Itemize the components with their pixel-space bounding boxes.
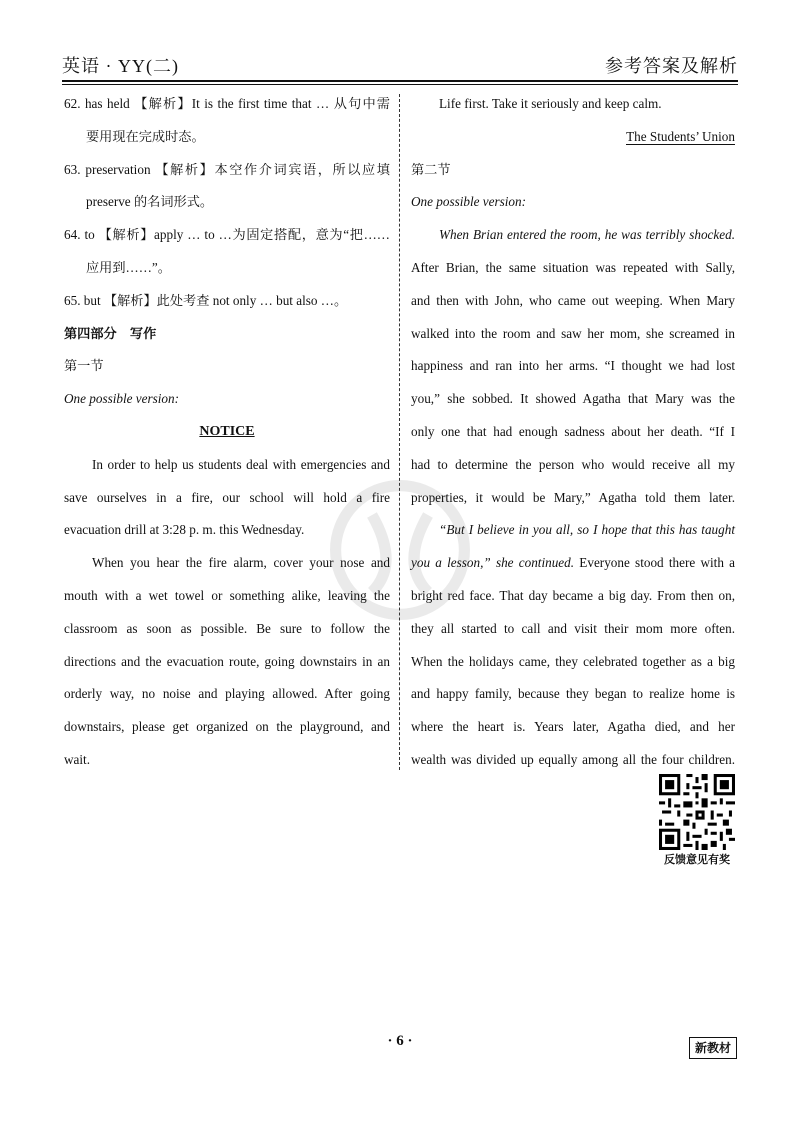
section-title-2: 第二节	[411, 161, 451, 177]
answer-62-line1: 62. has held 【解析】It is the first time that … 从句中需	[64, 96, 390, 111]
notice-line: classroom as soon as possible. Be sure to follow the	[64, 620, 390, 636]
notice-line: orderly way, no noise and playing allowed. After going	[64, 686, 390, 702]
story-line: walked into the room and saw her mom, she screamed in	[411, 325, 735, 341]
column-divider	[399, 94, 400, 770]
story-line	[411, 547, 735, 580]
answer-64-line1: 64. to 【解析】apply … to …为固定搭配，意为“把……	[64, 227, 390, 243]
story-line: bright red face. That day became a big day. From then on,	[411, 587, 735, 603]
notice-closing-line: Life first. Take it seriously and keep calm.	[439, 96, 662, 111]
notice-line: mouth with a wet towel or something alike, leaving the	[64, 587, 390, 603]
notice-line: wait.	[64, 751, 91, 767]
notice-signature	[411, 121, 735, 154]
story-line: only one that had enough sadness about her death. “If I	[411, 423, 735, 439]
version-label: One possible version:	[64, 391, 180, 407]
story-line: When Brian entered the room, he was terribly shocked.	[439, 227, 735, 243]
feedback-qr-code[interactable]	[659, 774, 735, 850]
qr-caption: 反馈意见有奖	[664, 853, 730, 866]
notice-title: NOTICE	[199, 423, 255, 439]
story-line: had to determine the person who would receive all my	[411, 456, 735, 472]
notice-line: In order to help us students deal with emergencies and	[92, 456, 390, 472]
story-line: “But I believe in you all, so I hope that this has taught	[439, 522, 735, 538]
version-label: One possible version:	[411, 194, 527, 210]
story-line: After Brian, the same situation was repeated with Sally,	[411, 259, 735, 275]
section-title-1: 第一节	[64, 358, 104, 374]
answer-63-line2: preserve 的名词形式。	[86, 194, 214, 210]
notice-line: directions and the evacuation route, going downstairs in an	[64, 653, 390, 669]
story-italic-span: you a lesson,” she continued.	[411, 555, 575, 571]
answer-64-line2: 应用到……”。	[86, 259, 171, 275]
story-line: and then with John, who came out weeping. When Mary	[411, 292, 735, 308]
header-subject: 英语 · YY(二)	[62, 56, 179, 76]
right-column	[411, 88, 735, 777]
page-number: · 6 ·	[387, 1033, 413, 1049]
answer-63-line1: 63. preservation 【解析】本空作介词宾语，所以应填	[64, 161, 390, 177]
story-line: happiness and ran into her arms. “I thought we had lost	[411, 358, 735, 374]
story-span: Everyone stood there with a	[574, 555, 735, 571]
story-line: where the heart is. Years later, Agatha died, and her	[411, 719, 735, 735]
signature-text: The Students’ Union	[626, 128, 735, 144]
header-rule-thin	[62, 84, 738, 85]
notice-line: evacuation drill at 3:28 p. m. this Wednesday.	[64, 522, 305, 538]
edition-badge: 新教材	[689, 1037, 737, 1059]
notice-line: save ourselves in a fire, our school will hold a fire	[64, 489, 390, 505]
answer-62-line2: 要用现在完成时态。	[86, 128, 205, 144]
story-line: and happy family, because they began to realize home is	[411, 686, 735, 702]
story-line: you,” she sobbed. It showed Agatha that Mary was the	[411, 391, 735, 407]
header-title: 参考答案及解析	[605, 56, 738, 76]
story-line: properties, it would be Mary,” Agatha told them later.	[411, 489, 735, 505]
page-header	[62, 44, 738, 78]
story-line: When the holidays came, they celebrated together as a big	[411, 653, 735, 669]
notice-line: When you hear the fire alarm, cover your nose and	[92, 555, 390, 571]
part-title: 第四部分 写作	[64, 325, 157, 341]
notice-line: downstairs, please get organized on the playground, and	[64, 719, 390, 735]
story-line: they all started to call and visit their mom more often.	[411, 620, 735, 636]
story-line: wealth was divided up equally among all the four children.	[411, 751, 735, 767]
left-column	[64, 88, 390, 777]
header-rule-thick	[62, 80, 738, 82]
answer-65: 65. but 【解析】此处考查 not only … but also …。	[64, 292, 348, 308]
